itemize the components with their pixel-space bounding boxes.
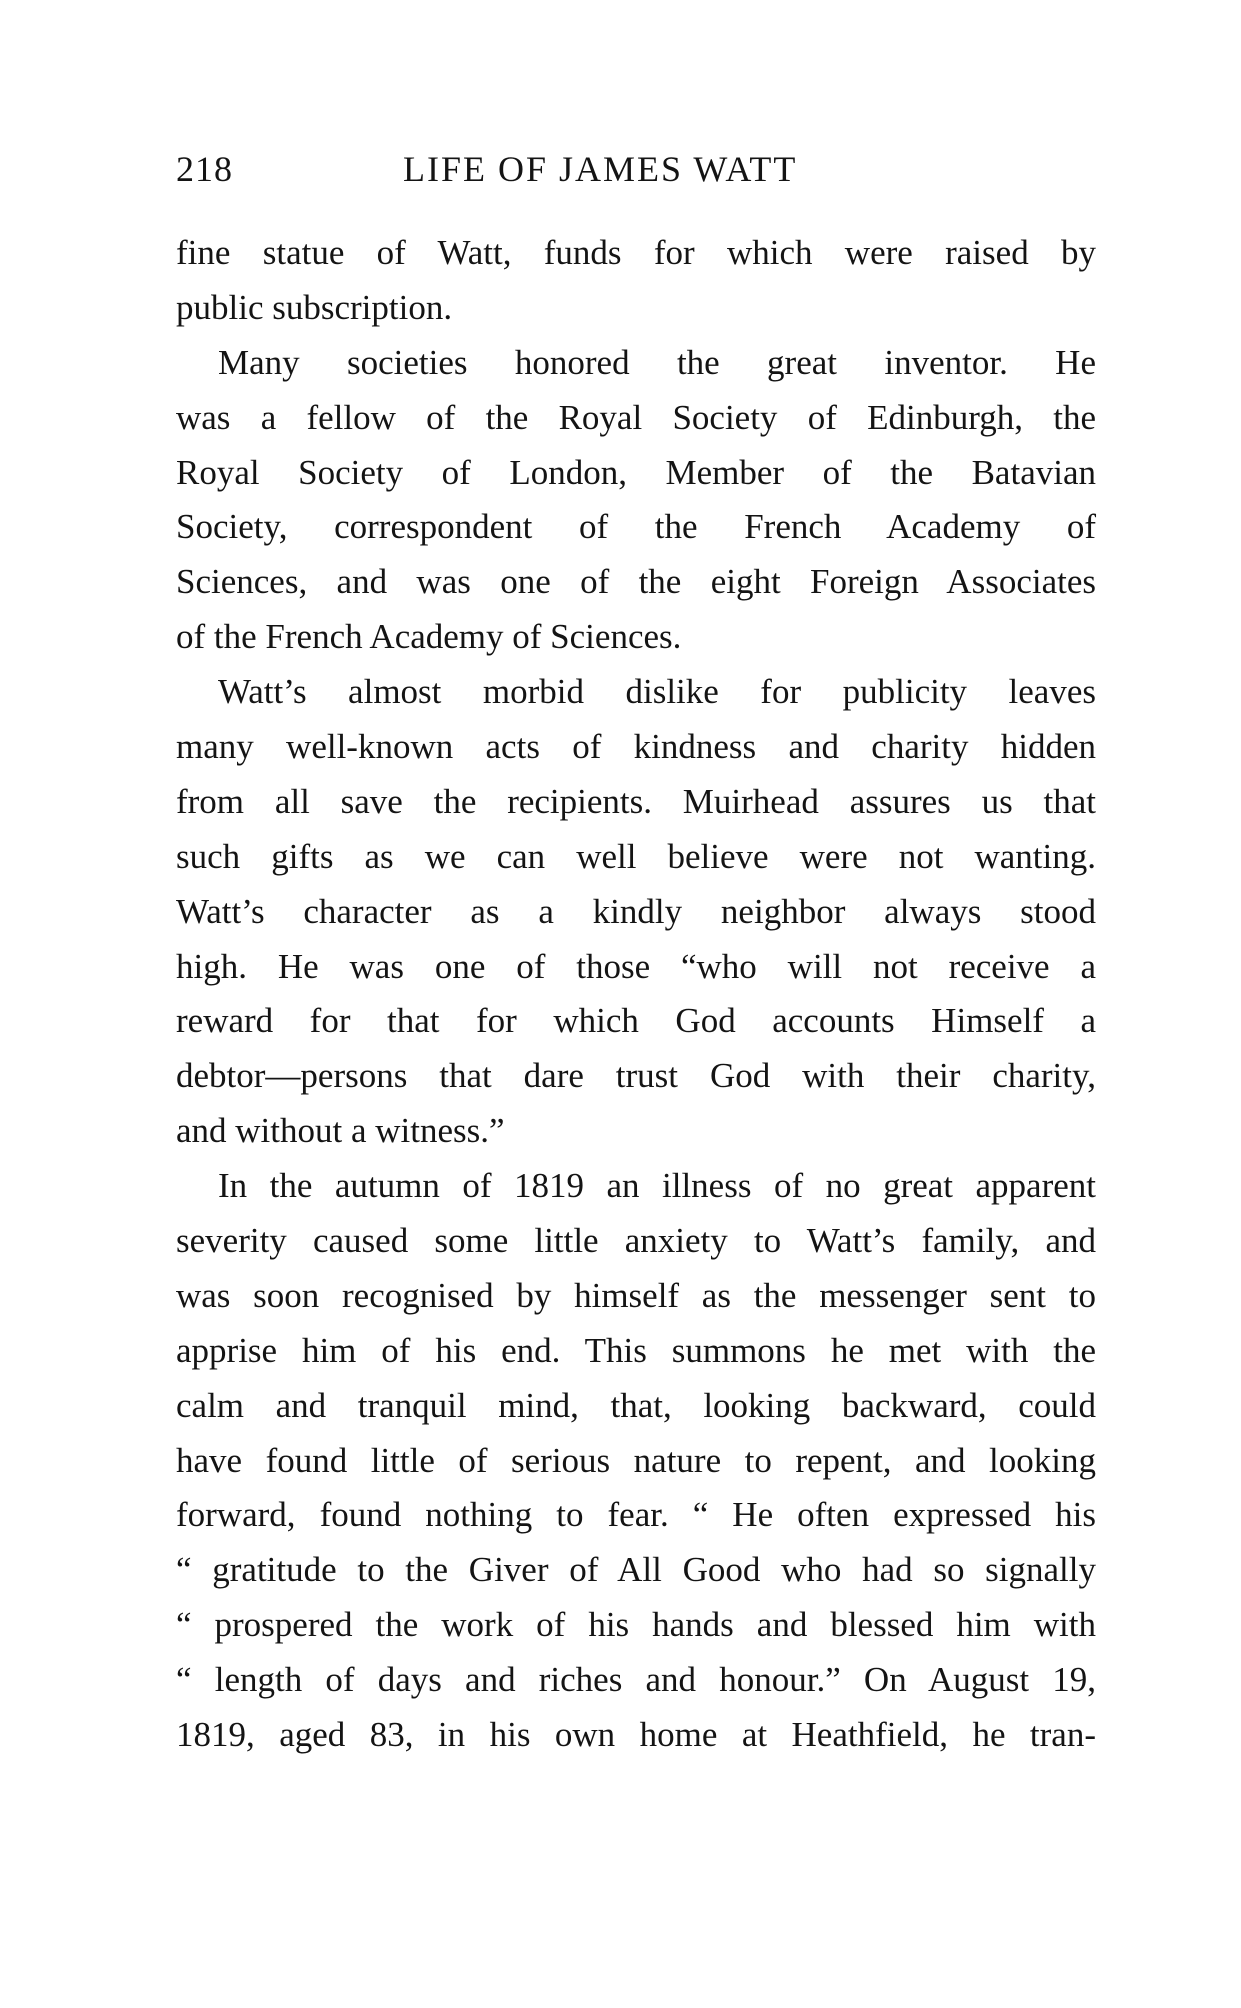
text-line: high. He was one of those “who will not receive a: [176, 946, 1096, 986]
text-line: Sciences, and was one of the eight Foreign Associates: [176, 562, 1096, 602]
text-line: Watt’s almost morbid dislike for publicity leaves: [218, 672, 1096, 712]
text-line: many well-known acts of kindness and charity hidden: [176, 727, 1096, 767]
body-text: [176, 226, 1096, 1763]
paragraph-3: [176, 665, 1096, 1159]
text-line: such gifts as we can well believe were not wanting.: [176, 836, 1096, 876]
text-line: have found little of serious nature to repent, and looking: [176, 1440, 1096, 1480]
text-line: apprise him of his end. This summons he met with the: [176, 1330, 1096, 1370]
paragraph-4: [176, 1159, 1096, 1763]
text-line: severity caused some little anxiety to Watt’s family, and: [176, 1221, 1096, 1261]
text-line: Watt’s character as a kindly neighbor always stood: [176, 891, 1096, 931]
text-line: was a fellow of the Royal Society of Edinburgh, the: [176, 397, 1096, 437]
text-line: debtor—persons that dare trust God with their charity,: [176, 1056, 1096, 1096]
running-title: LIFE OF JAMES WATT: [403, 149, 798, 189]
text-line: of the French Academy of Sciences.: [176, 617, 682, 657]
text-line: Society, correspondent of the French Academy of: [176, 507, 1096, 547]
text-line: from all save the recipients. Muirhead assures us that: [176, 781, 1096, 821]
text-line: reward for that for which God accounts Himself a: [176, 1001, 1096, 1041]
text-line: In the autumn of 1819 an illness of no great apparent: [218, 1166, 1096, 1206]
text-line: “ prospered the work of his hands and blessed him with: [176, 1605, 1096, 1645]
text-line: and without a witness.”: [176, 1111, 505, 1151]
text-line: fine statue of Watt, funds for which were raised by: [176, 233, 1096, 272]
text-line: forward, found nothing to fear. “ He often expressed his: [176, 1495, 1096, 1535]
text-line: was soon recognised by himself as the messenger sent to: [176, 1275, 1096, 1315]
paragraph-2: [176, 336, 1096, 665]
text-line: calm and tranquil mind, that, looking backward, could: [176, 1385, 1096, 1425]
text-line: Many societies honored the great inventor. He: [218, 342, 1096, 382]
text-line: public subscription.: [176, 287, 453, 327]
text-line: “ length of days and riches and honour.” On August 19,: [176, 1660, 1096, 1700]
text-line: 1819, aged 83, in his own home at Heathfield, he tran-: [176, 1715, 1096, 1755]
text-line: “ gratitude to the Giver of All Good who had so signally: [176, 1550, 1096, 1590]
text-line: Royal Society of London, Member of the Batavian: [176, 452, 1096, 492]
page-number: 218: [176, 149, 233, 189]
paragraph-1: [176, 226, 1096, 336]
running-header: [176, 148, 1096, 198]
